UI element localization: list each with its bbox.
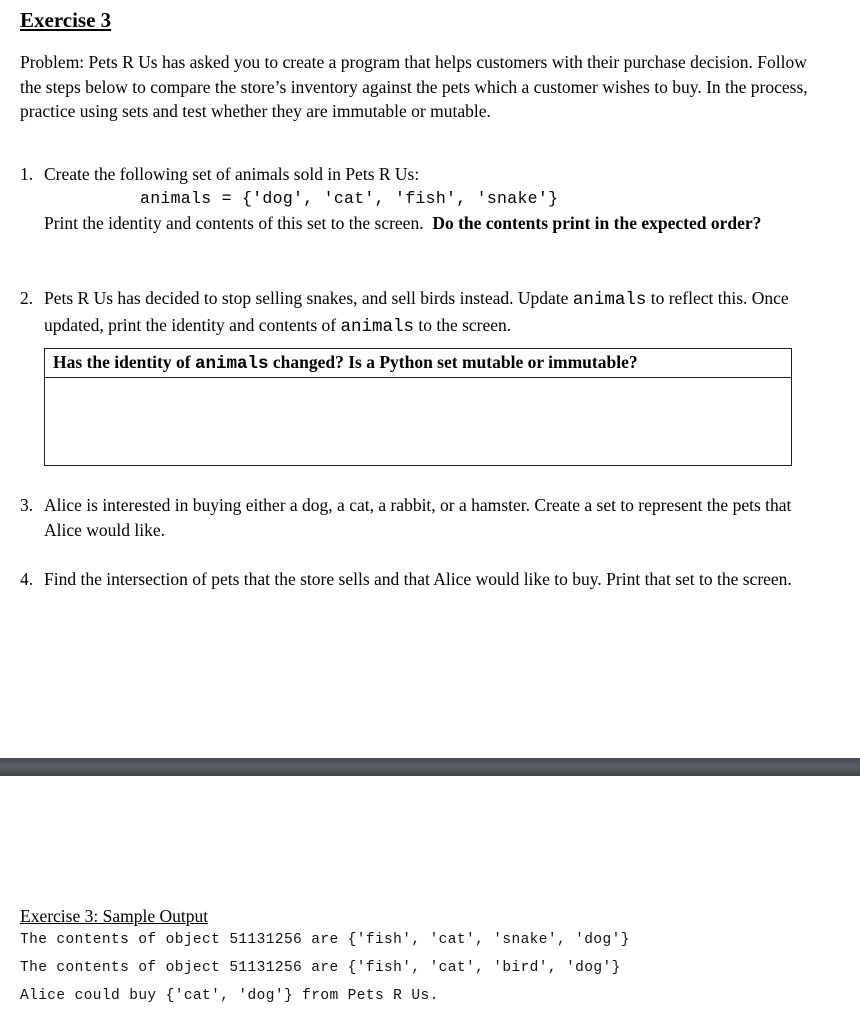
- code-snippet: animals = {'dog', 'cat', 'fish', 'snake'}: [140, 188, 559, 208]
- output-line: The contents of object 51131256 are {'fish', 'cat', 'bird', 'dog'}: [20, 960, 621, 976]
- step-instruction: Print the identity and contents of this set to the screen.: [44, 213, 424, 233]
- answer-question: Has the identity of animals changed? Is a Python set mutable or immutable?: [45, 349, 791, 378]
- step-text: to the screen.: [413, 314, 512, 335]
- exercise-title: Exercise 3: [20, 8, 112, 32]
- sample-output-title: Exercise 3: Sample Output: [20, 906, 209, 926]
- step-number: 3.: [20, 495, 34, 515]
- output-line: The contents of object 51131256 are {'fish', 'cat', 'snake', 'dog'}: [20, 932, 630, 948]
- step-text: Alice is interested in buying either a dog, a cat, a rabbit, or a hamster. Create a set to represent the pets that Alice would like.: [44, 495, 792, 540]
- step-4: [20, 567, 820, 592]
- step-text: Find the intersection of pets that the store sells and that Alice would like to buy. Print that set to the screen.: [44, 569, 792, 589]
- step-number: 4.: [20, 569, 34, 589]
- step-1: [20, 162, 820, 236]
- output-line: Alice could buy {'cat', 'dog'} from Pets R Us.: [20, 988, 439, 1004]
- step-text: to reflect this. Once updated, print the identity and contents of: [44, 288, 789, 335]
- step-text: Create the following set of animals sold in Pets R Us:: [44, 164, 420, 184]
- inline-code: animals: [572, 290, 647, 310]
- inline-code: animals: [194, 354, 269, 374]
- section-divider: [0, 758, 860, 776]
- step-text: Pets R Us has decided to stop selling snakes, and sell birds instead. Update: [44, 288, 573, 308]
- problem-statement: Problem: Pets R Us has asked you to create a program that helps customers with their purchase decision. Follow the steps below to compare the store’s inventory against the pets which a customer wishes to buy. In the process, practice using sets and test whether they are immutable or mutable.: [20, 52, 808, 121]
- step-number: 2.: [20, 288, 34, 308]
- answer-box[interactable]: [44, 348, 792, 466]
- step-2: [20, 286, 820, 339]
- step-3: [20, 493, 820, 542]
- step-number: 1.: [20, 164, 34, 184]
- inline-code: animals: [340, 316, 414, 337]
- step-question: Do the contents print in the expected order?: [432, 213, 762, 233]
